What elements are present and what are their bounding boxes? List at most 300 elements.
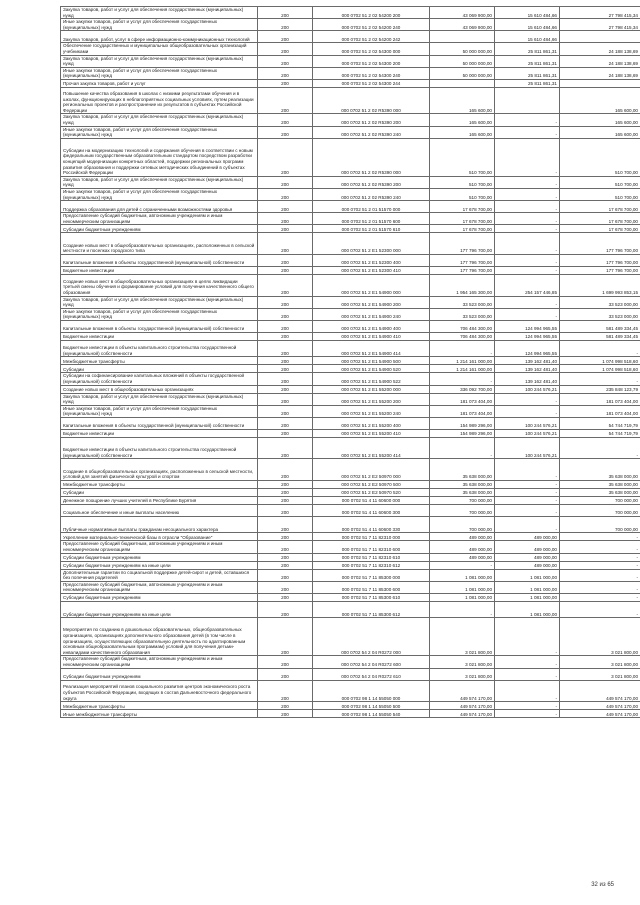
row-executed-amount-cell: 139 162 481,40 xyxy=(495,365,560,373)
row-approved-amount-cell: 50 000 000,00 xyxy=(430,43,495,55)
row-unexecuted-amount-cell: 177 796 700,00 xyxy=(560,233,640,255)
row-approved-amount-cell: 510 700,00 xyxy=(430,189,495,201)
row-approved-amount-cell: 35 638 000,00 xyxy=(430,489,495,497)
row-unexecuted-amount-cell: 35 638 000,00 xyxy=(560,489,640,497)
table-row xyxy=(61,668,640,680)
row-name-cell: Бюджетные инвестиции xyxy=(61,429,258,437)
row-name-cell: Закупка товаров, работ и услуг для обеспечения государственных (муниципальных) нужд xyxy=(61,114,258,126)
row-approved-amount-cell: 165 600,00 xyxy=(430,126,495,138)
row-name-cell: Капитальные вложения в объекты государственной (муниципальной) собственности xyxy=(61,320,258,332)
row-code-cell: 200 xyxy=(258,710,313,718)
row-classification-code-cell: 000 0702 51 2 E1 52300 410 xyxy=(313,266,430,274)
table-row xyxy=(61,201,640,213)
row-executed-amount-cell: 1 081 000,00 xyxy=(495,569,560,581)
row-code-cell: 200 xyxy=(258,581,313,593)
row-code-cell: 200 xyxy=(258,561,313,569)
row-approved-amount-cell: 510 700,00 xyxy=(430,138,495,176)
row-classification-code-cell: 000 0702 54 2 04 R0272 000 xyxy=(313,618,430,656)
table-row xyxy=(61,365,640,373)
row-unexecuted-amount-cell: 27 798 415,34 xyxy=(560,7,640,19)
row-unexecuted-amount-cell: 449 574 170,00 xyxy=(560,702,640,710)
row-executed-amount-cell: - xyxy=(495,126,560,138)
row-classification-code-cell: 000 0702 51 2 02 R5390 240 xyxy=(313,189,430,201)
table-row xyxy=(61,189,640,201)
row-executed-amount-cell: 100 244 576,21 xyxy=(495,429,560,437)
row-approved-amount-cell: - xyxy=(430,437,495,459)
row-executed-amount-cell: 15 610 484,66 xyxy=(495,19,560,31)
row-unexecuted-amount-cell: 177 796 700,00 xyxy=(560,266,640,274)
row-executed-amount-cell: - xyxy=(495,213,560,225)
row-approved-amount-cell: 489 000,00 xyxy=(430,553,495,561)
row-approved-amount-cell: 43 069 900,00 xyxy=(430,19,495,31)
row-executed-amount-cell: 100 244 576,21 xyxy=(495,417,560,429)
row-code-cell: 200 xyxy=(258,31,313,43)
row-code-cell: 200 xyxy=(258,274,313,296)
row-code-cell: 200 xyxy=(258,296,313,308)
row-approved-amount-cell: 706 484 300,00 xyxy=(430,332,495,340)
row-executed-amount-cell: - xyxy=(495,201,560,213)
table-row xyxy=(61,233,640,255)
row-executed-amount-cell: - xyxy=(495,233,560,255)
row-code-cell: 200 xyxy=(258,385,313,393)
row-unexecuted-amount-cell: - xyxy=(560,533,640,541)
row-name-cell: Денежное поощрение лучших учителей в Республике Бурятия xyxy=(61,497,258,505)
row-code-cell: 200 xyxy=(258,126,313,138)
row-executed-amount-cell: - xyxy=(495,138,560,176)
row-classification-code-cell: 000 0702 51 2 E1 54900 000 xyxy=(313,274,430,296)
row-code-cell: 200 xyxy=(258,308,313,320)
row-approved-amount-cell: 489 000,00 xyxy=(430,541,495,553)
row-approved-amount-cell: 165 600,00 xyxy=(430,87,495,114)
table-row xyxy=(61,505,640,517)
row-code-cell: 200 xyxy=(258,213,313,225)
row-code-cell: 200 xyxy=(258,233,313,255)
row-classification-code-cell: 000 0702 51 2 01 51570 000 xyxy=(313,201,430,213)
row-executed-amount-cell: 1 081 000,00 xyxy=(495,581,560,593)
row-name-cell: Дополнительные гарантии по социальной поддержке детей-сирот и детей, оставшихся без попечения родителей xyxy=(61,569,258,581)
row-classification-code-cell: 000 0702 51 2 E1 54900 200 xyxy=(313,296,430,308)
row-approved-amount-cell: 1 081 000,00 xyxy=(430,569,495,581)
row-classification-code-cell: 000 0702 51 2 E1 55200 000 xyxy=(313,385,430,393)
row-approved-amount-cell: 50 000 000,00 xyxy=(430,67,495,79)
budget-report-sheet xyxy=(60,6,638,718)
row-name-cell: Предоставление субсидий бюджетным, автономным учреждениям и иным некоммерческим организациям xyxy=(61,656,258,668)
row-name-cell: Субсидии xyxy=(61,489,258,497)
row-classification-code-cell: 000 0702 54 2 04 R0272 610 xyxy=(313,668,430,680)
row-unexecuted-amount-cell: 235 848 123,79 xyxy=(560,385,640,393)
row-executed-amount-cell: - xyxy=(495,393,560,405)
row-executed-amount-cell: - xyxy=(495,308,560,320)
row-classification-code-cell: 000 0702 51 7 11 82310 000 xyxy=(313,533,430,541)
row-unexecuted-amount-cell: 181 073 404,00 xyxy=(560,405,640,417)
row-name-cell: Закупка товаров, работ и услуг для обеспечения государственных (муниципальных) нужд xyxy=(61,393,258,405)
row-unexecuted-amount-cell: 17 678 700,00 xyxy=(560,225,640,233)
row-classification-code-cell: 000 0702 54 2 04 R0272 600 xyxy=(313,656,430,668)
row-unexecuted-amount-cell: 54 744 719,79 xyxy=(560,429,640,437)
row-executed-amount-cell: - xyxy=(495,296,560,308)
table-row xyxy=(61,176,640,188)
row-approved-amount-cell: 181 073 404,00 xyxy=(430,405,495,417)
row-code-cell: 200 xyxy=(258,225,313,233)
row-classification-code-cell: 000 0702 51 2 02 54200 200 xyxy=(313,7,430,19)
row-executed-amount-cell: 100 244 576,21 xyxy=(495,385,560,393)
row-name-cell: Межбюджетные трансферты xyxy=(61,481,258,489)
table-row xyxy=(61,7,640,19)
row-code-cell: 200 xyxy=(258,365,313,373)
row-classification-code-cell: 000 0702 51 7 11 85300 600 xyxy=(313,581,430,593)
row-classification-code-cell: 000 0702 51 2 E1 55200 410 xyxy=(313,429,430,437)
row-name-cell: Иные закупки товаров, работ и услуг для обеспечения государственных (муниципальных) нужд xyxy=(61,126,258,138)
row-unexecuted-amount-cell: - xyxy=(560,340,640,356)
row-code-cell: 200 xyxy=(258,405,313,417)
row-approved-amount-cell: 17 678 700,00 xyxy=(430,201,495,213)
row-code-cell: 200 xyxy=(258,176,313,188)
row-executed-amount-cell: - xyxy=(495,702,560,710)
row-unexecuted-amount-cell: 3 021 800,00 xyxy=(560,656,640,668)
row-classification-code-cell: 000 0702 51 4 11 60600 330 xyxy=(313,517,430,533)
row-unexecuted-amount-cell: 1 074 998 518,60 xyxy=(560,365,640,373)
row-classification-code-cell: 000 0702 98 1 14 55050 500 xyxy=(313,702,430,710)
table-row xyxy=(61,373,640,385)
row-approved-amount-cell: - xyxy=(430,561,495,569)
row-code-cell: 200 xyxy=(258,541,313,553)
row-unexecuted-amount-cell: - xyxy=(560,569,640,581)
row-name-cell: Поддержка образования для детей с ограниченными возможностями здоровья xyxy=(61,201,258,213)
row-name-cell: Иные межбюджетные трансферты xyxy=(61,710,258,718)
row-name-cell: Субсидии на модернизацию технологий и содержания обучения в соответствии с новым федеральным государственным образовательным стандартом посредством разработки концепций модернизации конкретных областей, поддержки региональных программ развития образования и поддержки сетевых методических объединений в субъектах Российской Федерации xyxy=(61,138,258,176)
row-classification-code-cell: 000 0702 51 2 E1 54900 414 xyxy=(313,340,430,356)
row-classification-code-cell: 000 0702 51 2 02 54300 000 xyxy=(313,43,430,55)
row-executed-amount-cell: - xyxy=(495,254,560,266)
row-approved-amount-cell: 154 989 296,00 xyxy=(430,417,495,429)
row-executed-amount-cell xyxy=(495,87,560,114)
row-unexecuted-amount-cell: 181 073 404,00 xyxy=(560,393,640,405)
row-approved-amount-cell: 1 214 161 000,00 xyxy=(430,365,495,373)
row-code-cell: 200 xyxy=(258,320,313,332)
row-name-cell: Предоставление субсидий бюджетным, автономным учреждениям и иным некоммерческим организациям xyxy=(61,581,258,593)
row-classification-code-cell: 000 0702 51 2 E1 52300 000 xyxy=(313,233,430,255)
row-unexecuted-amount-cell: 510 700,00 xyxy=(560,138,640,176)
row-unexecuted-amount-cell: - xyxy=(560,437,640,459)
row-executed-amount-cell: - xyxy=(495,225,560,233)
row-classification-code-cell: 000 0702 51 2 E1 54900 522 xyxy=(313,373,430,385)
table-row xyxy=(61,79,640,87)
row-approved-amount-cell: 35 638 000,00 xyxy=(430,459,495,481)
row-name-cell: Закупка товаров, работ и услуг для обеспечения государственных (муниципальных) нужд xyxy=(61,176,258,188)
table-row xyxy=(61,437,640,459)
row-approved-amount-cell: 510 700,00 xyxy=(430,176,495,188)
row-code-cell: 200 xyxy=(258,489,313,497)
row-unexecuted-amount-cell: 700 000,00 xyxy=(560,497,640,505)
row-executed-amount-cell: 100 244 576,21 xyxy=(495,437,560,459)
row-classification-code-cell: 000 0702 51 2 E1 55200 200 xyxy=(313,393,430,405)
row-unexecuted-amount-cell: 1 074 998 518,60 xyxy=(560,357,640,365)
row-name-cell: Бюджетные инвестиции в объекты капитального строительства государственной (муниципальной) собственности xyxy=(61,437,258,459)
row-approved-amount-cell: 700 000,00 xyxy=(430,505,495,517)
row-classification-code-cell: 000 0702 51 2 02 54200 242 xyxy=(313,31,430,43)
row-classification-code-cell: 000 0702 51 2 02 54300 240 xyxy=(313,67,430,79)
row-code-cell: 200 xyxy=(258,594,313,602)
row-name-cell: Субсидии xyxy=(61,365,258,373)
row-code-cell: 200 xyxy=(258,332,313,340)
row-approved-amount-cell: 181 073 404,00 xyxy=(430,393,495,405)
row-approved-amount-cell: 449 574 170,00 xyxy=(430,710,495,718)
row-approved-amount-cell: 489 000,00 xyxy=(430,533,495,541)
row-name-cell: Публичные нормативные выплаты гражданам несоциального характера xyxy=(61,517,258,533)
row-classification-code-cell: 000 0702 98 1 14 55050 000 xyxy=(313,680,430,702)
row-unexecuted-amount-cell: - xyxy=(560,602,640,618)
row-name-cell: Закупка товаров, работ и услуг для обеспечения государственных (муниципальных) нужд xyxy=(61,296,258,308)
row-approved-amount-cell: 17 678 700,00 xyxy=(430,213,495,225)
table-row xyxy=(61,459,640,481)
row-classification-code-cell: 000 0702 51 2 E1 55200 240 xyxy=(313,405,430,417)
table-body xyxy=(61,7,640,718)
row-name-cell: Предоставление субсидий бюджетным, автономным учреждениям и иным некоммерческим организациям xyxy=(61,541,258,553)
row-approved-amount-cell: 154 989 296,00 xyxy=(430,429,495,437)
table-row xyxy=(61,385,640,393)
row-unexecuted-amount-cell: 449 574 170,00 xyxy=(560,680,640,702)
row-unexecuted-amount-cell: 510 700,00 xyxy=(560,176,640,188)
row-approved-amount-cell: 336 092 700,00 xyxy=(430,385,495,393)
row-classification-code-cell: 000 0702 51 2 E1 54900 240 xyxy=(313,308,430,320)
table-row xyxy=(61,357,640,365)
row-unexecuted-amount-cell: 700 000,00 xyxy=(560,505,640,517)
row-code-cell: 200 xyxy=(258,79,313,87)
row-executed-amount-cell: 139 162 481,40 xyxy=(495,373,560,385)
row-name-cell: Субсидии бюджетным учреждениям на иные цели xyxy=(61,602,258,618)
row-classification-code-cell: 000 0702 51 7 11 82310 612 xyxy=(313,561,430,569)
row-executed-amount-cell: - xyxy=(495,668,560,680)
row-executed-amount-cell: 139 162 481,40 xyxy=(495,357,560,365)
table-row xyxy=(61,569,640,581)
table-row xyxy=(61,320,640,332)
row-name-cell: Мероприятия по созданию в дошкольных образовательных, общеобразовательных организациях, организациях дополнительного образования детей (в том числе в организациях, осуществляющих образовательную деятельность по адаптированным основным общеобразовательным программам) условий для получения детьми-инвалидами качественного образования xyxy=(61,618,258,656)
table-row xyxy=(61,429,640,437)
row-executed-amount-cell: - xyxy=(495,481,560,489)
row-name-cell: Создание новых мест в общеобразовательных организациях, расположенных в сельской местности и поселках городского типа xyxy=(61,233,258,255)
row-classification-code-cell: 000 0702 51 2 02 54300 244 xyxy=(313,79,430,87)
row-approved-amount-cell: - xyxy=(430,602,495,618)
row-classification-code-cell: 000 0702 51 2 E1 52300 400 xyxy=(313,254,430,266)
table-row xyxy=(61,618,640,656)
row-code-cell: 200 xyxy=(258,55,313,67)
row-name-cell: Обеспечение государственных и муниципальных общеобразовательных организаций учебниками xyxy=(61,43,258,55)
row-approved-amount-cell: 33 523 000,00 xyxy=(430,296,495,308)
row-unexecuted-amount-cell: 165 600,00 xyxy=(560,87,640,114)
row-code-cell: 200 xyxy=(258,189,313,201)
row-code-cell: 200 xyxy=(258,417,313,429)
row-approved-amount-cell xyxy=(430,79,495,87)
row-name-cell: Межбюджетные трансферты xyxy=(61,702,258,710)
row-name-cell: Субсидии бюджетным учреждениям xyxy=(61,225,258,233)
row-classification-code-cell: 000 0702 51 2 E1 55200 400 xyxy=(313,417,430,429)
row-executed-amount-cell: 1 081 000,00 xyxy=(495,602,560,618)
row-unexecuted-amount-cell: 1 699 993 853,15 xyxy=(560,274,640,296)
table-row xyxy=(61,517,640,533)
row-code-cell: 200 xyxy=(258,481,313,489)
row-approved-amount-cell: 177 796 700,00 xyxy=(430,266,495,274)
row-unexecuted-amount-cell: 581 489 334,45 xyxy=(560,320,640,332)
row-approved-amount-cell: 1 081 000,00 xyxy=(430,594,495,602)
row-unexecuted-amount-cell: 449 574 170,00 xyxy=(560,710,640,718)
row-approved-amount-cell: 449 574 170,00 xyxy=(430,680,495,702)
row-unexecuted-amount-cell: 700 000,00 xyxy=(560,517,640,533)
row-approved-amount-cell: 43 069 900,00 xyxy=(430,7,495,19)
row-name-cell: Закупка товаров, работ, услуг в сфере информационно-коммуникационных технологий xyxy=(61,31,258,43)
row-classification-code-cell: 000 0702 98 1 14 55050 540 xyxy=(313,710,430,718)
table-row xyxy=(61,541,640,553)
row-approved-amount-cell: 1 214 161 000,00 xyxy=(430,357,495,365)
row-name-cell: Создание новых мест в общеобразовательных организациях xyxy=(61,385,258,393)
row-code-cell: 200 xyxy=(258,7,313,19)
table-row xyxy=(61,561,640,569)
row-approved-amount-cell: 706 484 300,00 xyxy=(430,320,495,332)
row-classification-code-cell: 000 0702 51 2 E1 54900 500 xyxy=(313,357,430,365)
row-unexecuted-amount-cell: - xyxy=(560,594,640,602)
row-classification-code-cell: 000 0702 51 2 01 51570 610 xyxy=(313,225,430,233)
row-approved-amount-cell: 1 081 000,00 xyxy=(430,581,495,593)
page-number: 32 из 65 xyxy=(591,882,614,888)
table-row xyxy=(61,581,640,593)
row-code-cell: 200 xyxy=(258,505,313,517)
row-unexecuted-amount-cell: 581 489 334,45 xyxy=(560,332,640,340)
row-approved-amount-cell: - xyxy=(430,340,495,356)
row-executed-amount-cell: - xyxy=(495,405,560,417)
row-name-cell: Создание в общеобразовательных организациях, расположенных в сельской местности, условий для занятий физической культурой и спортом xyxy=(61,459,258,481)
row-code-cell: 200 xyxy=(258,668,313,680)
row-approved-amount-cell: 50 000 000,00 xyxy=(430,55,495,67)
row-name-cell: Субсидии на софинансирование капитальных вложений в объекты государственной (муниципальной) собственности xyxy=(61,373,258,385)
row-executed-amount-cell: - xyxy=(495,680,560,702)
row-name-cell: Капитальные вложения в объекты государственной (муниципальной) собственности xyxy=(61,254,258,266)
row-classification-code-cell: 000 0702 51 2 E1 54900 520 xyxy=(313,365,430,373)
row-name-cell: Иные закупки товаров, работ и услуг для обеспечения государственных (муниципальных) нужд xyxy=(61,67,258,79)
row-name-cell: Укрепление материально-технической базы в отрасли "Образование" xyxy=(61,533,258,541)
row-unexecuted-amount-cell: 27 798 415,34 xyxy=(560,19,640,31)
row-executed-amount-cell: 254 157 446,85 xyxy=(495,274,560,296)
table-row xyxy=(61,43,640,55)
row-classification-code-cell: 000 0702 51 2 02 R5390 200 xyxy=(313,176,430,188)
row-executed-amount-cell: 489 000,00 xyxy=(495,533,560,541)
row-executed-amount-cell: 124 994 965,55 xyxy=(495,332,560,340)
row-unexecuted-amount-cell: - xyxy=(560,373,640,385)
row-code-cell: 200 xyxy=(258,602,313,618)
row-unexecuted-amount-cell: - xyxy=(560,541,640,553)
row-name-cell: Закупка товаров, работ и услуг для обеспечения государственных (муниципальных) нужд xyxy=(61,7,258,19)
table-row xyxy=(61,31,640,43)
row-approved-amount-cell xyxy=(430,31,495,43)
table-row xyxy=(61,138,640,176)
row-code-cell: 200 xyxy=(258,517,313,533)
row-unexecuted-amount-cell: 33 523 000,00 xyxy=(560,296,640,308)
row-executed-amount-cell: - xyxy=(495,176,560,188)
row-unexecuted-amount-cell: 165 600,00 xyxy=(560,126,640,138)
row-code-cell: 200 xyxy=(258,138,313,176)
row-classification-code-cell: 000 0702 51 2 01 51570 600 xyxy=(313,213,430,225)
row-name-cell: Иные закупки товаров, работ и услуг для обеспечения государственных (муниципальных) нужд xyxy=(61,19,258,31)
row-unexecuted-amount-cell xyxy=(560,79,640,87)
row-executed-amount-cell: - xyxy=(495,189,560,201)
row-name-cell: Субсидии бюджетным учреждениям xyxy=(61,668,258,680)
row-code-cell: 200 xyxy=(258,553,313,561)
table-row xyxy=(61,533,640,541)
row-unexecuted-amount-cell: 3 021 800,00 xyxy=(560,618,640,656)
row-code-cell: 200 xyxy=(258,497,313,505)
row-classification-code-cell: 000 0702 51 2 E2 50970 000 xyxy=(313,459,430,481)
row-code-cell: 200 xyxy=(258,19,313,31)
row-unexecuted-amount-cell: 24 188 138,69 xyxy=(560,55,640,67)
table-row xyxy=(61,393,640,405)
row-classification-code-cell: 000 0702 51 7 11 85300 000 xyxy=(313,569,430,581)
row-classification-code-cell: 000 0702 51 2 02 54200 240 xyxy=(313,19,430,31)
row-approved-amount-cell: 3 021 800,00 xyxy=(430,656,495,668)
row-unexecuted-amount-cell: 17 678 700,00 xyxy=(560,213,640,225)
row-approved-amount-cell: 3 021 800,00 xyxy=(430,668,495,680)
row-executed-amount-cell: - xyxy=(495,266,560,274)
row-unexecuted-amount-cell: 24 188 138,69 xyxy=(560,67,640,79)
row-approved-amount-cell: 449 574 170,00 xyxy=(430,702,495,710)
row-code-cell: 200 xyxy=(258,618,313,656)
row-code-cell: 200 xyxy=(258,340,313,356)
table-row xyxy=(61,213,640,225)
row-classification-code-cell: 000 0702 51 7 11 85300 612 xyxy=(313,602,430,618)
row-unexecuted-amount-cell: - xyxy=(560,553,640,561)
table-row xyxy=(61,497,640,505)
row-code-cell: 200 xyxy=(258,373,313,385)
row-executed-amount-cell: 15 610 484,66 xyxy=(495,31,560,43)
table-row xyxy=(61,332,640,340)
table-row xyxy=(61,340,640,356)
row-executed-amount-cell: - xyxy=(495,618,560,656)
budget-execution-table xyxy=(60,6,640,718)
table-row xyxy=(61,308,640,320)
row-classification-code-cell: 000 0702 51 2 E1 54900 400 xyxy=(313,320,430,332)
row-classification-code-cell: 000 0702 51 2 E2 50970 500 xyxy=(313,481,430,489)
row-classification-code-cell: 000 0702 51 7 11 82310 600 xyxy=(313,541,430,553)
row-unexecuted-amount-cell: 35 638 000,00 xyxy=(560,481,640,489)
table-row xyxy=(61,126,640,138)
row-code-cell: 200 xyxy=(258,87,313,114)
row-name-cell: Бюджетные инвестиции xyxy=(61,266,258,274)
row-classification-code-cell: 000 0702 51 2 E1 54900 410 xyxy=(313,332,430,340)
row-name-cell: Межбюджетные трансферты xyxy=(61,357,258,365)
row-code-cell: 200 xyxy=(258,114,313,126)
row-unexecuted-amount-cell: 17 678 700,00 xyxy=(560,201,640,213)
row-code-cell: 200 xyxy=(258,437,313,459)
table-row xyxy=(61,254,640,266)
row-executed-amount-cell: - xyxy=(495,517,560,533)
row-unexecuted-amount-cell: 165 600,00 xyxy=(560,114,640,126)
table-row xyxy=(61,67,640,79)
row-name-cell: Субсидии бюджетным учреждениям на иные цели xyxy=(61,561,258,569)
row-approved-amount-cell: 700 000,00 xyxy=(430,517,495,533)
table-row xyxy=(61,702,640,710)
row-unexecuted-amount-cell: - xyxy=(560,561,640,569)
row-executed-amount-cell: 25 811 861,31 xyxy=(495,67,560,79)
row-executed-amount-cell: - xyxy=(495,710,560,718)
row-code-cell: 200 xyxy=(258,254,313,266)
row-executed-amount-cell: 25 811 861,31 xyxy=(495,43,560,55)
row-approved-amount-cell: - xyxy=(430,373,495,385)
row-executed-amount-cell: - xyxy=(495,505,560,517)
row-name-cell: Бюджетные инвестиции в объекты капитального строительства государственной (муниципальной) собственности xyxy=(61,340,258,356)
table-row xyxy=(61,680,640,702)
row-approved-amount-cell: 700 000,00 xyxy=(430,497,495,505)
row-classification-code-cell: 000 0702 51 2 02 R5390 240 xyxy=(313,126,430,138)
row-unexecuted-amount-cell: - xyxy=(560,581,640,593)
row-classification-code-cell: 000 0702 51 2 02 54300 200 xyxy=(313,55,430,67)
row-code-cell: 200 xyxy=(258,357,313,365)
